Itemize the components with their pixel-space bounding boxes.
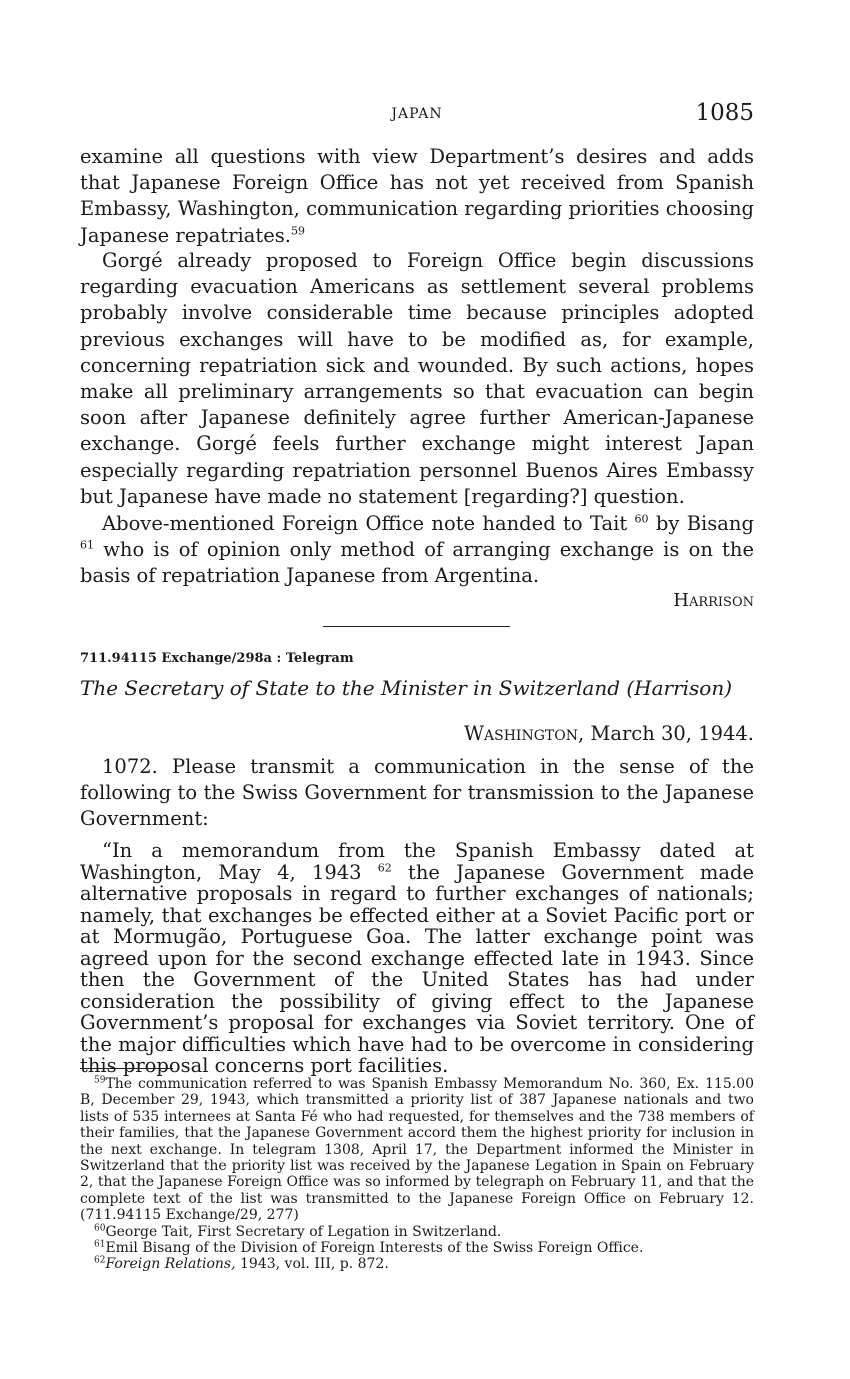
footnote-59 (80, 1076, 754, 1224)
footnotes (80, 1076, 754, 1273)
document-title (80, 676, 754, 700)
quote-text: “In a memorandum from the Spanish Embassy dated at Washington, May 4, 1943 (80, 839, 754, 884)
footnote-mark: 62 (94, 1255, 106, 1266)
footnote-title: Foreign Relations, (105, 1256, 236, 1273)
signature: Harrison (673, 590, 754, 611)
footnote-61 (80, 1240, 754, 1256)
dateline-place: Washington, (463, 722, 585, 745)
paragraph-gorge: Gorgé already proposed to Foreign Office begin discussions regarding evacuation Americans as settlement several problems probably involve considerable time because principles adopted previous exchanges will have to be modified as, for example, concerning repatriation sick and wounded. By such actions, hopes make all preliminary arrangements so that evacuation can begin soon after Japanese definitely agree further American-Japanese exchange. Gorgé feels further exchange might interest Japan especially regarding repatriation personnel Buenos Aires Embassy but Japanese have made no statement [regarding?] question. (80, 249, 754, 508)
quoted-memorandum (80, 840, 754, 1077)
footnote-text: 1943, vol. III, p. 872. (240, 1256, 389, 1273)
quote-text: the Japanese Government made alternative proposals in regard to further exchanges of nationals; namely, that exchanges be effected either at a Soviet Pacific port or at Mormugão, Portuguese Goa. The latter exchange point was agreed upon for the second exchange effected late in 1943. Since then the Government of the United States has had under consideration the possibility of giving effect to the Japanese Government’s proposal for exchanges via Soviet territory. One of the major difficulties which have had to be overcome in considering this proposal concerns port facilities. (80, 860, 755, 1077)
footnote-62 (80, 1256, 754, 1272)
dateline-date: March 30, 1944. (590, 722, 754, 745)
footnote-text: The communication referred to was Spanish Embassy Memorandum No. 360, Ex. 115.00 B, December 29, 1943, which transmitted a priority list of 387 Japanese nationals and two lists of 535 internees at Santa Fé who had requested, for themselves and the 738 members of their families, that the Japanese Government accord them the highest priority for inclusion in the next exchange. In telegram 1308, April 17, the Department informed the Minister in Switzerland that the priority list was received by the Japanese Legation in Spain on February 2, that the Japanese Foreign Office was so informed by telegraph on February 11, and that the complete text of the list was transmitted to the Japanese Foreign Office on February 12. (711.94115 Exchange/29, 277) (80, 1076, 754, 1224)
footnote-text: Emil Bisang of the Division of Foreign Interests of the Swiss Foreign Office. (105, 1240, 644, 1257)
footnote-mark: 61 (94, 1239, 106, 1250)
footnote-ref: 62 (377, 861, 392, 874)
file-reference: 711.94115 Exchange/298a : Telegram (80, 651, 354, 666)
paragraph-text: Above-mentioned Foreign Office note handed to Tait (102, 512, 628, 535)
footnote-ref: 60 (634, 512, 649, 526)
paragraph-1072: 1072. Please transmit a communication in the sense of the following to the Swiss Government for transmission to the Japanese Government: (80, 755, 754, 831)
paragraph-text: who is of opinion only method of arranging exchange is on the basis of repatriation Japanese from Argentina. (80, 538, 754, 588)
dateline (464, 722, 754, 745)
document-title-main: The Secretary of State to the Minister in Switzerland (80, 676, 620, 700)
paragraph-text: examine all questions with view Department’s desires and adds that Japanese Foreign Office has not yet received from Spanish Embassy, Washington, communication regarding priorities choosing Japanese repatriates. (80, 145, 754, 247)
running-title: JAPAN (391, 106, 443, 122)
running-head (80, 100, 754, 130)
footnote-mark: 60 (94, 1223, 106, 1233)
page-number: 1085 (695, 100, 754, 126)
paragraph-text: by Bisang (655, 512, 754, 535)
footnote-ref: 61 (80, 538, 94, 552)
paragraph-tait-bisang (80, 511, 754, 590)
section-divider (323, 626, 510, 627)
paragraph-continuation (80, 144, 754, 249)
footnote-mark: 59 (94, 1075, 106, 1086)
footnote-text: George Tait, First Secretary of Legation in Switzerland. (105, 1223, 502, 1240)
document-title-name: (Harrison) (626, 676, 733, 700)
footnote-ref: 59 (290, 224, 305, 238)
footnote-divider (80, 1068, 173, 1069)
footnote-60 (80, 1224, 754, 1240)
